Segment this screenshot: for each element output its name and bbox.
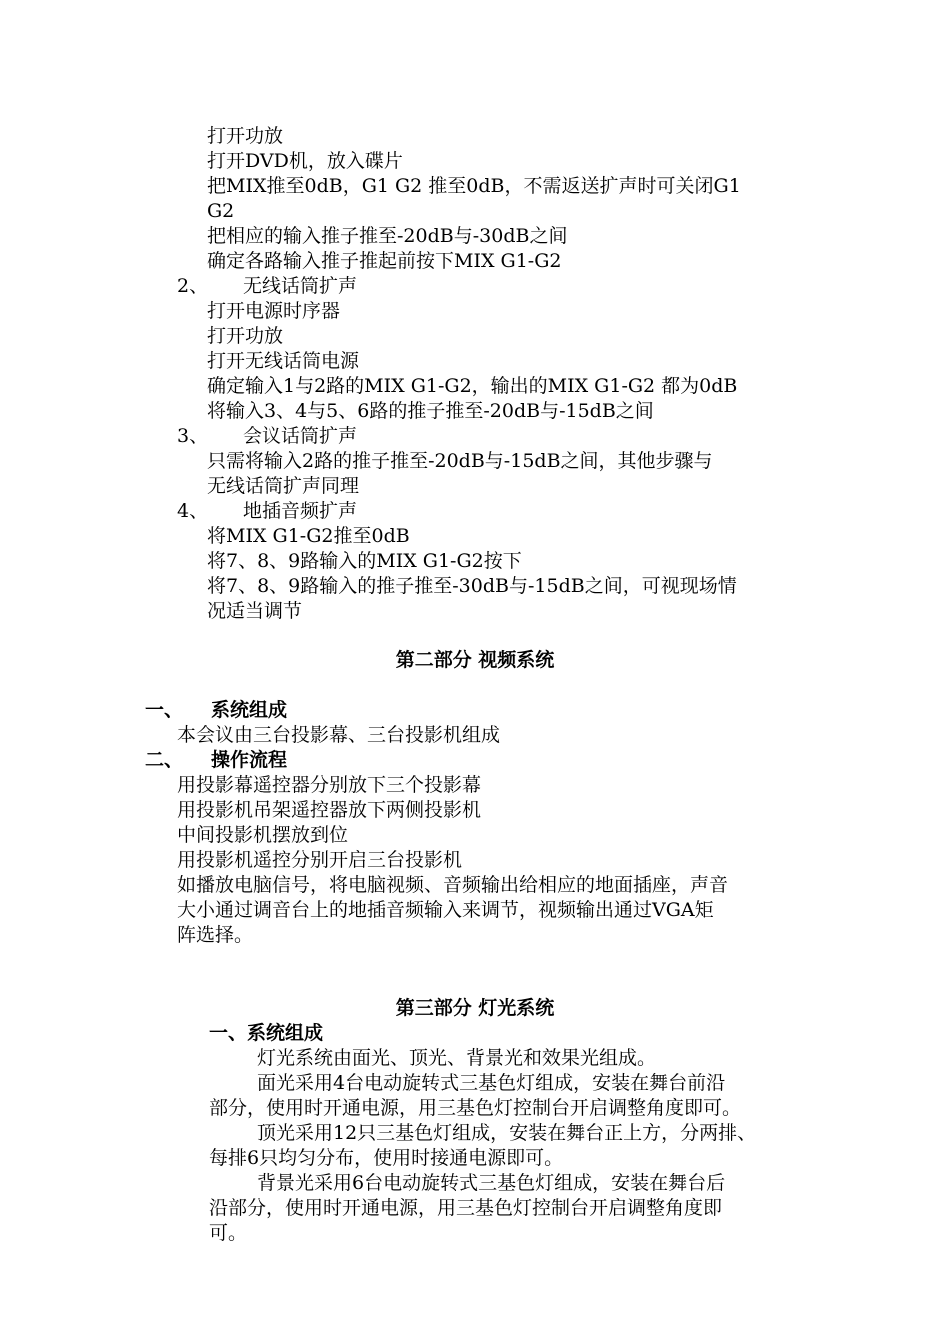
paragraph-line: 面光采用4台电动旋转式三基色灯组成，安装在舞台前沿 xyxy=(257,1072,726,1094)
section-number: 4、 xyxy=(177,500,209,522)
part-title: 第二部分 视频系统 xyxy=(395,649,555,671)
section-heading xyxy=(177,274,358,298)
paragraph-line: 背景光采用6台电动旋转式三基色灯组成，安装在舞台后 xyxy=(257,1172,726,1194)
step-line: 打开DVD机，放入碟片 xyxy=(207,150,403,172)
step-line: 大小通过调音台上的地插音频输入来调节，视频输出通过VGA矩 xyxy=(177,899,714,921)
step-line: G2 xyxy=(207,200,235,222)
step-line: 打开功放 xyxy=(207,325,284,347)
section-heading xyxy=(177,499,358,523)
section-number: 2、 xyxy=(177,275,209,297)
section-number: 二、 xyxy=(145,749,184,771)
paragraph-line: 每排6只均匀分布，使用时接通电源即可。 xyxy=(209,1147,564,1169)
paragraph-line: 顶光采用12只三基色灯组成，安装在舞台正上方，分两排、 xyxy=(257,1122,757,1144)
paragraph-line: 可。 xyxy=(209,1222,248,1244)
section-heading xyxy=(177,424,358,448)
step-line: 中间投影机摆放到位 xyxy=(177,824,349,846)
step-line: 用投影幕遥控器分别放下三个投影幕 xyxy=(177,774,482,796)
section-number: 一、 xyxy=(145,699,184,721)
section-heading xyxy=(145,698,288,722)
step-line: 确定各路输入推子推起前按下MIX G1-G2 xyxy=(207,250,562,272)
step-line: 况适当调节 xyxy=(207,600,303,622)
step-line: 无线话筒扩声同理 xyxy=(207,475,360,497)
step-line: 将7、8、9路输入的MIX G1-G2按下 xyxy=(207,550,522,572)
paragraph-line: 灯光系统由面光、顶光、背景光和效果光组成。 xyxy=(257,1047,657,1069)
step-line: 打开无线话筒电源 xyxy=(207,350,360,372)
step-line: 把MIX推至0dB，G1 G2 推至0dB，不需返送扩声时可关闭G1 xyxy=(207,175,741,197)
step-line: 打开电源时序器 xyxy=(207,300,341,322)
section-number: 3、 xyxy=(177,425,209,447)
paragraph-line: 沿部分，使用时开通电源，用三基色灯控制台开启调整角度即 xyxy=(209,1197,723,1219)
section-title: 地插音频扩声 xyxy=(243,500,358,522)
step-line: 阵选择。 xyxy=(177,924,254,946)
step-line: 如播放电脑信号，将电脑视频、音频输出给相应的地面插座，声音 xyxy=(177,874,729,896)
step-line: 用投影机遥控分别开启三台投影机 xyxy=(177,849,463,871)
part-title: 第三部分 灯光系统 xyxy=(395,997,555,1019)
body-line: 本会议由三台投影幕、三台投影机组成 xyxy=(177,724,501,746)
step-line: 将7、8、9路输入的推子推至-30dB与-15dB之间，可视现场情 xyxy=(207,575,737,597)
section-heading xyxy=(145,748,288,772)
paragraph-line: 部分，使用时开通电源，用三基色灯控制台开启调整角度即可。 xyxy=(209,1097,742,1119)
step-line: 确定输入1与2路的MIX G1-G2，输出的MIX G1-G2 都为0dB xyxy=(207,375,738,397)
step-line: 将MIX G1-G2推至0dB xyxy=(207,525,410,547)
step-line: 用投影机吊架遥控器放下两侧投影机 xyxy=(177,799,482,821)
step-line: 打开功放 xyxy=(207,125,284,147)
section-heading: 一、系统组成 xyxy=(209,1022,324,1044)
section-title: 无线话筒扩声 xyxy=(243,275,358,297)
step-line: 将输入3、4与5、6路的推子推至-20dB与-15dB之间 xyxy=(207,400,654,422)
section-title: 会议话筒扩声 xyxy=(243,425,358,447)
section-title: 系统组成 xyxy=(211,699,288,721)
step-line: 只需将输入2路的推子推至-20dB与-15dB之间，其他步骤与 xyxy=(207,450,713,472)
step-line: 把相应的输入推子推至-20dB与-30dB之间 xyxy=(207,225,568,247)
section-title: 操作流程 xyxy=(211,749,288,771)
